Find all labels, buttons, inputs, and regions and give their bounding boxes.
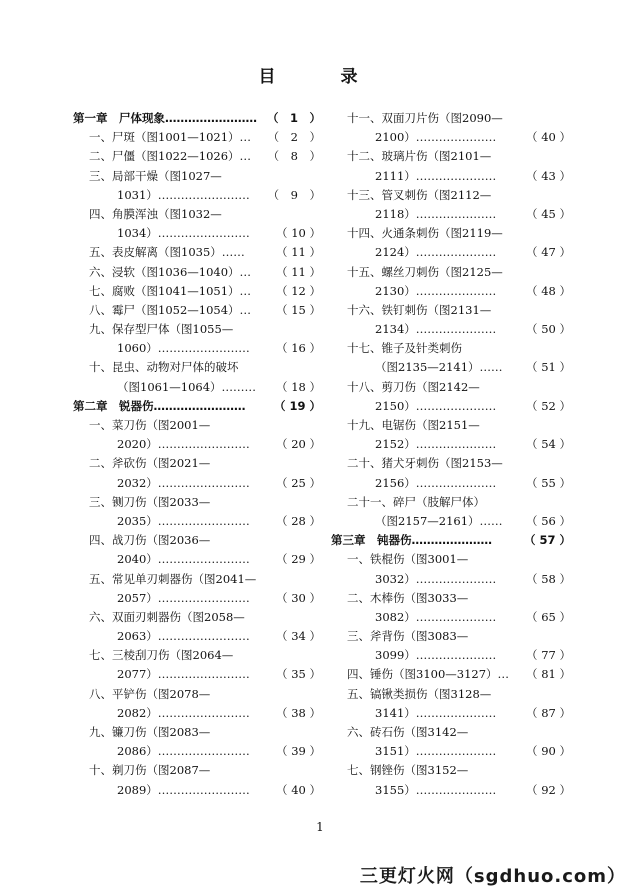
toc-entry — [331, 454, 571, 492]
toc-page-number: （ 87 ） — [526, 705, 571, 720]
toc-page-number: （ 38 ） — [276, 705, 321, 720]
toc-page-number: （ 57 ） — [523, 533, 571, 548]
toc-entry — [73, 263, 321, 282]
toc-entry-title: 一、尸斑（图1001—1021）… — [89, 130, 252, 145]
toc-entry — [331, 550, 571, 588]
toc-entry-continuation: 1034）…………………… — [117, 226, 250, 241]
toc-entry — [73, 685, 321, 723]
toc-page-number: （ 8 ） — [267, 149, 321, 164]
toc-page-number: （ 54 ） — [526, 437, 571, 452]
toc-entry-continuation: 2035）…………………… — [117, 513, 250, 528]
toc-entry — [73, 416, 321, 454]
toc-entry-continuation: 2100）………………… — [375, 130, 497, 145]
toc-chapter-entry — [73, 109, 321, 128]
toc-entry — [73, 205, 321, 243]
toc-page-number: （ 30 ） — [276, 590, 321, 605]
toc-entry — [73, 454, 321, 492]
toc-page-number: （ 51 ） — [526, 360, 571, 375]
toc-page-number: （ 40 ） — [276, 782, 321, 797]
page-number: 1 — [316, 820, 324, 834]
toc-entry — [73, 761, 321, 799]
toc-entry — [331, 301, 571, 339]
toc-entry — [73, 531, 321, 569]
toc-page-number: （ 29 ） — [276, 552, 321, 567]
toc-entry — [331, 378, 571, 416]
toc-page-number: （ 25 ） — [276, 475, 321, 490]
toc-entry-continuation: 2150）………………… — [375, 398, 497, 413]
toc-entry — [331, 224, 571, 262]
toc-entry-title: 八、平铲伤（图2078— — [89, 686, 211, 701]
toc-entry — [73, 493, 321, 531]
toc-page-number: （ 10 ） — [276, 226, 321, 241]
toc-entry-continuation: 3141）………………… — [375, 705, 497, 720]
toc-entry — [73, 167, 321, 205]
toc-entry-continuation: （图2135—2141）…… — [375, 360, 503, 375]
toc-page-number: （ 1 ） — [266, 111, 321, 125]
toc-entry-title: 十七、锥子及针类刺伤 — [347, 341, 462, 356]
toc-entry-continuation: 2156）………………… — [375, 475, 497, 490]
toc-entry — [331, 263, 571, 301]
toc-entry — [331, 493, 571, 531]
toc-page-number: （ 56 ） — [526, 513, 571, 528]
toc-entry-continuation: （图2157—2161）…… — [375, 513, 503, 528]
toc-entry-continuation: 3151）………………… — [375, 744, 497, 759]
toc-entry-continuation: 3082）………………… — [375, 609, 497, 624]
toc-entry-title: 第一章 尸体现象…………………… — [73, 111, 257, 125]
toc-entry — [331, 186, 571, 224]
toc-entry — [73, 358, 321, 396]
toc-entry-continuation: 3099）………………… — [375, 648, 497, 663]
toc-page-number: （ 65 ） — [526, 609, 571, 624]
toc-page-number: （ 11 ） — [276, 264, 321, 279]
toc-entry-title: 第二章 锐器伤…………………… — [73, 398, 246, 413]
toc-entry-continuation: 2040）…………………… — [117, 552, 250, 567]
toc-entry — [331, 761, 571, 799]
toc-entry — [331, 685, 571, 723]
toc-entry-title: 十、剃刀伤（图2087— — [89, 763, 211, 778]
toc-entry — [331, 589, 571, 627]
toc-entry-title: 四、锤伤（图3100—3127）… — [347, 667, 510, 682]
toc-page-number: （ 11 ） — [276, 245, 321, 260]
toc-entry — [73, 301, 321, 320]
toc-page-number: （ 90 ） — [526, 744, 571, 759]
toc-entry-continuation: 2134）………………… — [375, 322, 497, 337]
toc-entry-continuation: 1060）…………………… — [117, 341, 250, 356]
toc-entry-continuation: 3155）………………… — [375, 782, 497, 797]
toc-entry-title: 七、钢锉伤（图3152— — [347, 763, 469, 778]
toc-entry-continuation: 2086）…………………… — [117, 744, 250, 759]
toc-entry — [73, 608, 321, 646]
toc-entry-continuation: 2130）………………… — [375, 283, 497, 298]
toc-entry — [331, 416, 571, 454]
toc-page-number: （ 43 ） — [526, 168, 571, 183]
toc-entry-continuation: 2077）…………………… — [117, 667, 250, 682]
toc-page-number: （ 81 ） — [526, 667, 571, 682]
toc-page-number: （ 48 ） — [526, 283, 571, 298]
toc-page-number: （ 19 ） — [273, 398, 321, 413]
toc-entry-title: 八、霉尸（图1052—1054）… — [89, 302, 252, 317]
toc-page-number: （ 9 ） — [267, 187, 321, 202]
toc-entry-title: 一、菜刀伤（图2001— — [89, 418, 211, 432]
toc-entry-title: 十九、电锯伤（图2151— — [347, 418, 480, 432]
toc-entry-title: 二、尸僵（图1022—1026）… — [89, 149, 252, 164]
toc-page-number: （ 12 ） — [276, 283, 321, 298]
toc-entry-title: 十六、铁钉刺伤（图2131— — [347, 302, 492, 317]
toc-entry — [73, 570, 321, 608]
toc-page-number: （ 40 ） — [526, 130, 571, 145]
toc-page-number: （ 35 ） — [276, 667, 321, 682]
toc-page-number: （ 20 ） — [276, 437, 321, 452]
toc-entry-continuation: 2152）………………… — [375, 437, 497, 452]
toc-entry-title: 二十一、碎尸（肢解尸体） — [347, 494, 485, 509]
toc-entry-title: 十一、双面刀片伤（图2090— — [347, 111, 503, 125]
toc-chapter-entry — [331, 531, 571, 550]
toc-entry-title: 四、战刀伤（图2036— — [89, 533, 211, 548]
toc-page-number: （ 15 ） — [276, 302, 321, 317]
toc-entry-title: 七、腐败（图1041—1051）… — [89, 283, 252, 298]
toc-right-column — [331, 109, 571, 800]
toc-entry — [331, 147, 571, 185]
toc-entry-title: 十四、火通条刺伤（图2119— — [347, 226, 503, 241]
toc-entry — [331, 723, 571, 761]
toc-entry-continuation: （图1061—1064）……… — [117, 379, 257, 394]
toc-entry-continuation: 2082）…………………… — [117, 705, 250, 720]
toc-entry — [331, 109, 571, 147]
toc-entry-title: 七、三棱刮刀伤（图2064— — [89, 648, 234, 663]
toc-page-number: （ 18 ） — [276, 379, 321, 394]
toc-entry-title: 第三章 钝器伤………………… — [331, 533, 492, 548]
toc-page-number: （ 34 ） — [276, 629, 321, 644]
toc-entry-title: 六、砖石伤（图3142— — [347, 725, 469, 739]
toc-page-number: （ 52 ） — [526, 398, 571, 413]
toc-entry-title: 一、铁棍伤（图3001— — [347, 552, 469, 567]
toc-entry-title: 六、双面刃刺器伤（图2058— — [89, 609, 245, 624]
toc-chapter-entry — [73, 397, 321, 416]
toc-entry-title: 十八、剪刀伤（图2142— — [347, 379, 480, 394]
toc-entry-title: 二、斧砍伤（图2021— — [89, 456, 211, 471]
toc-entry-continuation: 2111）………………… — [375, 168, 497, 183]
toc-entry-continuation: 3032）………………… — [375, 571, 497, 586]
toc-entry-title: 五、表皮解离（图1035）…… — [89, 245, 245, 260]
toc-page-number: （ 77 ） — [526, 648, 571, 663]
toc-entry-continuation: 2118）………………… — [375, 206, 497, 221]
toc-entry-title: 九、保存型尸体（图1055— — [89, 322, 234, 337]
toc-entry-continuation: 2032）…………………… — [117, 475, 250, 490]
toc-entry-title: 三、斧背伤（图3083— — [347, 629, 469, 644]
toc-entry — [331, 339, 571, 377]
page-title: 目 录 — [258, 67, 382, 87]
toc-entry — [73, 646, 321, 684]
toc-entry-title: 二、木棒伤（图3033— — [347, 590, 469, 605]
toc-page-number: （ 2 ） — [267, 130, 321, 145]
watermark: 三更灯火网（sgdhuo.com） — [359, 866, 626, 887]
toc-entry-continuation: 2063）…………………… — [117, 629, 250, 644]
toc-entry — [73, 128, 321, 147]
toc-entry-title: 五、镐锹类损伤（图3128— — [347, 686, 492, 701]
toc-entry-title: 六、浸软（图1036—1040）… — [89, 264, 252, 279]
toc-entry-title: 十二、玻璃片伤（图2101— — [347, 149, 492, 164]
toc-entry — [73, 723, 321, 761]
toc-page-number: （ 39 ） — [276, 744, 321, 759]
toc-entry — [73, 243, 321, 262]
toc-entry-title: 二十、猪犬牙刺伤（图2153— — [347, 456, 503, 471]
toc-page-number: （ 58 ） — [526, 571, 571, 586]
toc-entry-title: 十五、螺丝刀刺伤（图2125— — [347, 264, 503, 279]
toc-page-number: （ 50 ） — [526, 322, 571, 337]
toc-entry-title: 十三、管叉刺伤（图2112— — [347, 187, 492, 202]
toc-entry-title: 十、昆虫、动物对尸体的破坏 — [89, 360, 239, 375]
toc-page-number: （ 28 ） — [276, 513, 321, 528]
toc-page-number: （ 55 ） — [526, 475, 571, 490]
toc-entry — [73, 282, 321, 301]
toc-entry — [331, 627, 571, 665]
toc-page-number: （ 45 ） — [526, 206, 571, 221]
toc-entry-continuation: 1031）…………………… — [117, 187, 250, 202]
toc-entry-continuation: 2124）………………… — [375, 245, 497, 260]
toc-entry-title: 五、常见单刃刺器伤（图2041— — [89, 571, 257, 586]
toc-entry — [73, 147, 321, 166]
toc-page-number: （ 92 ） — [526, 782, 571, 797]
toc-entry-continuation: 2089）…………………… — [117, 782, 250, 797]
toc-page-number: （ 47 ） — [526, 245, 571, 260]
toc-entry — [73, 320, 321, 358]
toc-left-column — [73, 109, 321, 800]
toc-entry-title: 九、镰刀伤（图2083— — [89, 725, 211, 739]
toc-entry-continuation: 2020）…………………… — [117, 437, 250, 452]
toc-page-number: （ 16 ） — [276, 341, 321, 356]
toc-entry-continuation: 2057）…………………… — [117, 590, 250, 605]
toc-entry-title: 三、铡刀伤（图2033— — [89, 494, 211, 509]
toc-entry-title: 四、角膜浑浊（图1032— — [89, 206, 222, 221]
toc-entry-title: 三、局部干燥（图1027— — [89, 168, 222, 183]
toc-entry — [331, 665, 571, 684]
